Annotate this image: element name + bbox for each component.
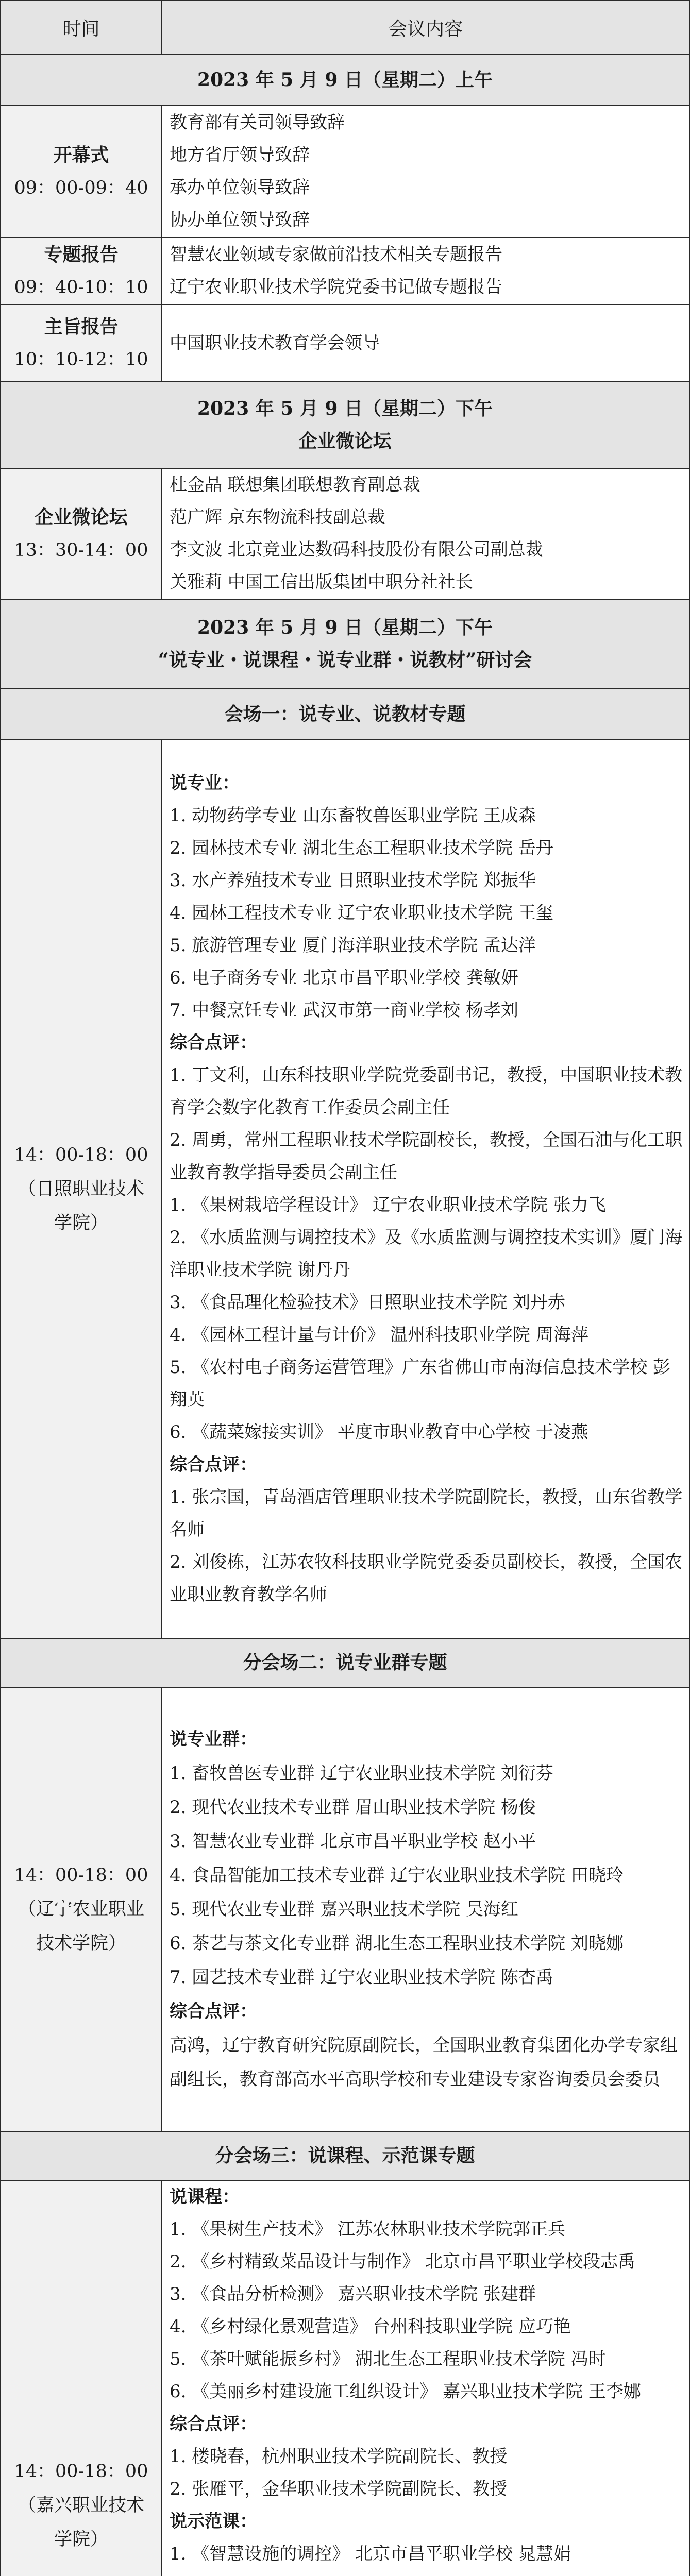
venue3-course-3: 3. 《食品分析检测》 嘉兴职业技术学院 张建群 [170,2284,536,2304]
keynote-time-cell [1,304,162,382]
venue1-major-7: 7. 中餐烹饪专业 武汉市第一商业学校 杨孝刘 [170,999,518,1021]
afternoon-seminar-band [1,599,689,689]
venue3-demo-2 [170,2570,684,2576]
opening-line-3: 承办单位领导致辞 [170,177,310,198]
forum-row [1,468,689,599]
venue3-course-5: 5. 《茶叶赋能振乡村》 湖北生态工程职业技术学院 冯时 [170,2349,606,2369]
keynote-row [1,304,689,382]
special-report-line-2: 辽宁农业职业技术学院党委书记做专题报告 [170,277,502,297]
forum-label: 企业微论坛 [35,506,128,528]
venue1-comment2-heading: 综合点评： [170,1454,257,1475]
venue2-title-band [1,1638,689,1687]
venue1-textbook-2: 2. 《水质监测与调控技术》及《水质监测与调控技术实训》厦门海洋职业技术学院 谢丹丹 [170,1227,683,1280]
venue2-group-4: 4. 食品智能加工技术专业群 辽宁农业职业技术学院 田晓玲 [170,1865,624,1886]
venue1-major-1: 1. 动物药学专业 山东畜牧兽医职业学院 王成森 [170,805,536,826]
venue3-comment1-heading: 综合点评： [170,2414,257,2434]
venue3-time: 14：00-18：00（嘉兴职业技术学院） [14,2461,148,2550]
venue3-row [1,2180,689,2576]
venue2-row [1,1687,689,2131]
venue2-group-3: 3. 智慧农业专业群 北京市昌平职业学校 赵小平 [170,1831,536,1852]
venue3-course-1: 1. 《果树生产技术》 江苏农林职业技术学院郭正兵 [170,2219,566,2240]
venue3-course-4: 4. 《乡村绿化景观营造》 台州科技职业学院 应巧艳 [170,2316,571,2337]
keynote-label: 主旨报告 [44,316,119,337]
special-report-time: 09：40-10：10 [14,277,148,298]
venue2-group-7: 7. 园艺技术专业群 辽宁农业职业技术学院 陈杏禹 [170,1967,553,1988]
venue1-time-cell [1,739,162,1638]
venue2-group-6: 6. 茶艺与茶文化专业群 湖北生态工程职业技术学院 刘晓娜 [170,1933,624,1954]
venue3-comment1-2: 2. 张雁平，金华职业技术学院副院长、教授 [170,2479,508,2499]
venue1-major-3: 3. 水产养殖技术专业 日照职业技术学院 郑振华 [170,870,536,891]
opening-line-4: 协办单位领导致辞 [170,210,310,230]
venue1-major-6: 6. 电子商务专业 北京市昌平职业学校 龚敏妍 [170,967,518,988]
special-report-label: 专题报告 [44,244,119,265]
forum-content [162,468,689,599]
morning-date-text: 2023 年 5 月 9 日（星期二）上午 [197,69,493,91]
venue1-title-band [1,689,689,739]
morning-date-band [1,54,689,106]
venue2-title: 分会场二：说专业群专题 [243,1652,447,1673]
afternoon-date-text: 2023 年 5 月 9 日（星期二）下午 [197,398,493,419]
afternoon-forum-band [1,382,689,468]
venue1-major-2: 2. 园林技术专业 湖北生态工程职业技术学院 岳丹 [170,837,553,858]
venue1-time: 14：00-18：00（日照职业技术学院） [14,1144,148,1233]
venue1-major-5: 5. 旅游管理专业 厦门海洋职业技术学院 孟达洋 [170,935,536,956]
venue2-group-2: 2. 现代农业技术专业群 眉山职业技术学院 杨俊 [170,1797,536,1818]
venue1-comment2-1: 1. 张宗国，青岛酒店管理职业技术学院副院长，教授，山东省教学名师 [170,1486,683,1540]
venue2-group-1: 1. 畜牧兽医专业群 辽宁农业职业技术学院 刘衍芬 [170,1763,553,1784]
special-report-content [162,238,689,304]
table-header-row [1,1,689,54]
venue3-title-band [1,2131,689,2180]
forum-speaker-3: 李文波 北京竞业达数码科技股份有限公司副总裁 [170,539,543,560]
venue1-textbook-5: 5. 《农村电子商务运营管理》广东省佛山市南海信息技术学校 彭翔英 [170,1357,671,1410]
opening-content [162,106,689,238]
venue1-textbook-4: 4. 《园林工程计量与计价》 温州科技职业学院 周海萍 [170,1324,588,1345]
venue1-comment1-1: 1. 丁文利，山东科技职业学院党委副书记，教授，中国职业技术教育学会数字化教育工作委员会副主任 [170,1064,683,1118]
venue1-title: 会场一：说专业、说教材专题 [224,703,466,725]
forum-speaker-2: 范广辉 京东物流科技副总裁 [170,507,385,528]
venue2-comment: 高鸿，辽宁教育研究院原副院长，全国职业教育集团化办学专家组副组长，教育部高水平高职学校和专业建设专家咨询委员会委员 [170,2035,678,2090]
venue1-comment2-2: 2. 刘俊栋，江苏农牧科技职业学院党委委员副校长，教授，全国农业职业教育教学名师 [170,1551,683,1605]
forum-speaker-1: 杜金晶 联想集团联想教育副总裁 [170,474,420,495]
venue1-textbook-1: 1. 《果树栽培学程设计》 辽宁农业职业技术学院 张力飞 [170,1194,606,1215]
keynote-line-1: 中国职业技术教育学会领导 [170,332,380,353]
time-column-header: 时间 [1,1,162,54]
afternoon-date-text-2: 2023 年 5 月 9 日（星期二）下午 [197,617,493,638]
opening-time: 09：00-09：40 [14,178,148,198]
forum-speaker-4: 关雅莉 中国工信出版集团中职分社社长 [170,572,473,592]
seminar-title-text: “说专业・说课程・说专业群・说教材”研讨会 [158,649,532,671]
opening-time-cell [1,106,162,238]
venue2-group-heading: 说专业群： [170,1729,257,1750]
venue3-title: 分会场三：说课程、示范课专题 [215,2145,475,2166]
venue2-content [162,1687,689,2131]
venue3-course-2: 2. 《乡村精致菜品设计与制作》 北京市昌平职业学校段志禹 [170,2251,636,2272]
keynote-content [162,304,689,382]
venue1-comment1-2: 2. 周勇，常州工程职业技术学院副校长，教授，全国石油与化工职业教育教学指导委员会副主任 [170,1129,683,1183]
venue1-major-4: 4. 园林工程技术专业 辽宁农业职业技术学院 王玺 [170,902,553,923]
venue1-comment1-heading: 综合点评： [170,1032,257,1053]
content-column-header: 会议内容 [162,1,689,54]
forum-time-cell [1,468,162,599]
opening-row [1,106,689,238]
venue2-time: 14：00-18：00（辽宁农业职业技术学院） [14,1865,148,1954]
opening-line-2: 地方省厅领导致辞 [170,145,310,165]
venue1-textbook-6: 6. 《蔬菜嫁接实训》 平度市职业教育中心学校 于凌燕 [170,1421,588,1443]
venue3-demo-1: 1. 《智慧设施的调控》 北京市昌平职业学校 晁慧娟 [170,2544,571,2564]
venue3-content [162,2180,689,2576]
special-report-time-cell [1,238,162,304]
venue3-time-cell [1,2180,162,2576]
special-report-row [1,238,689,304]
forum-title-text: 企业微论坛 [298,430,392,452]
venue3-demo-heading: 说示范课： [170,2511,257,2532]
special-report-line-1: 智慧农业领域专家做前沿技术相关专题报告 [170,244,502,265]
venue3-course-6: 6. 《美丽乡村建设施工组织设计》 嘉兴职业技术学院 王李娜 [170,2381,641,2402]
venue1-textbook-3: 3. 《食品理化检验技术》日照职业技术学院 刘丹赤 [170,1292,566,1313]
venue3-course-heading: 说课程： [170,2187,240,2207]
venue2-group-5: 5. 现代农业专业群 嘉兴职业技术学院 吴海红 [170,1899,518,1920]
venue1-row [1,739,689,1638]
opening-label: 开幕式 [53,144,109,166]
venue2-time-cell [1,1687,162,2131]
opening-line-1: 教育部有关司领导致辞 [170,112,345,133]
venue1-major-heading: 说专业： [170,772,240,793]
keynote-time: 10：10-12：10 [14,349,148,370]
forum-time: 13：30-14：00 [14,540,148,561]
venue2-comment-heading: 综合点评： [170,2001,257,2022]
venue3-comment1-1: 1. 楼晓春，杭州职业技术学院副院长、教授 [170,2446,508,2467]
venue1-content [162,739,689,1638]
